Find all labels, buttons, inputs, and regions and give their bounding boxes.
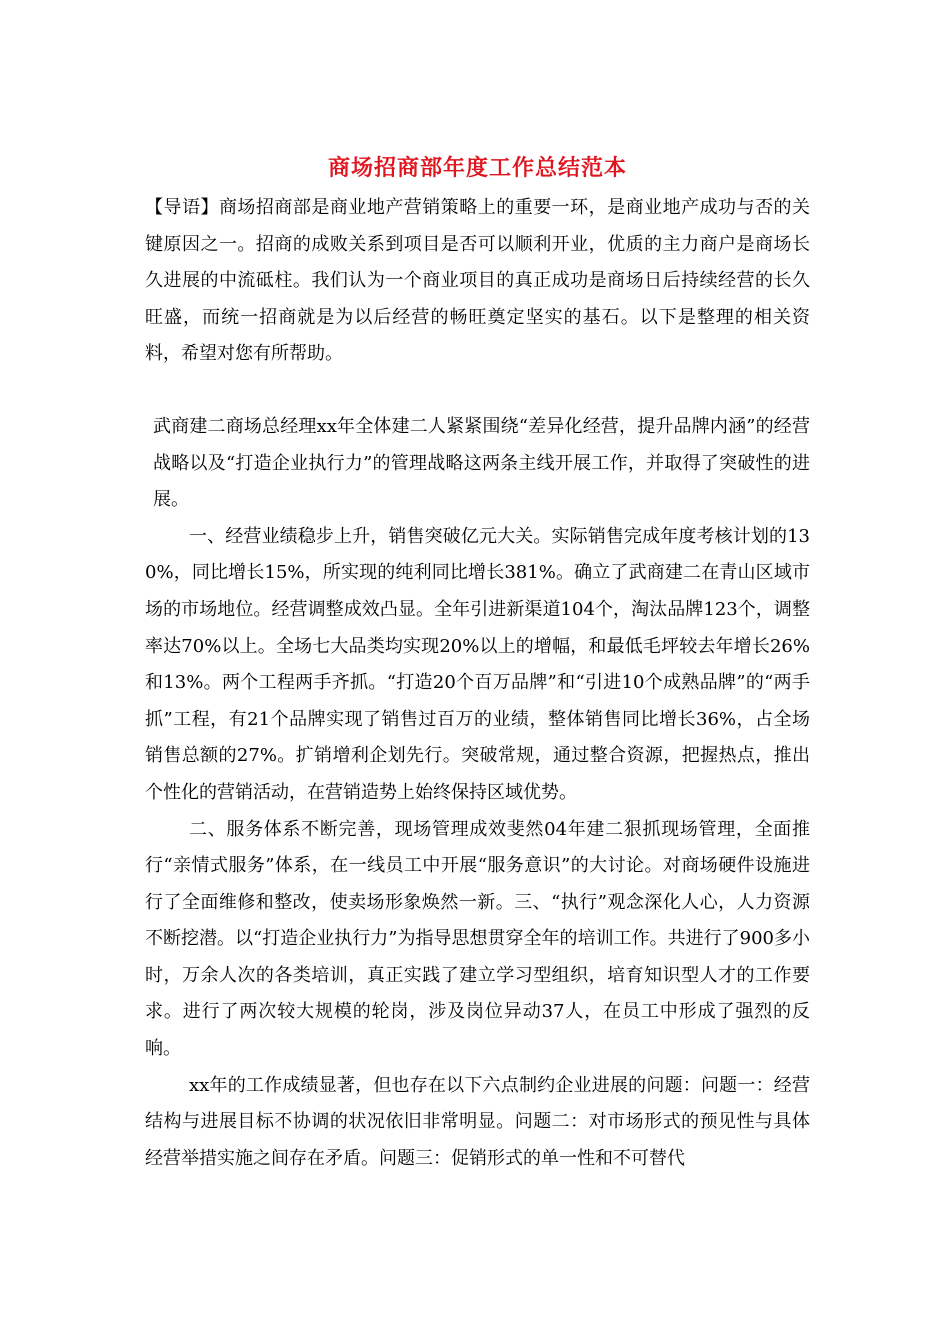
body-paragraph-1: 武商建二商场总经理xx年全体建二人紧紧围绕“差异化经营，提升品牌内涵”的经营战略以及“打造企业执行力”的管理战略这两条主线开展工作，并取得了突破性的进展。 (153, 415, 810, 511)
document-title: 商场招商部年度工作总结范本 (327, 155, 627, 181)
intro-paragraph: 【导语】商场招商部是商业地产营销策略上的重要一环，是商业地产成功与否的关键原因之一。招商的成败关系到项目是否可以顺利开业，优质的主力商户是商场长久进展的中流砥柱。我们认为一个商业项目的真正成功是商场日后持续经营的长久旺盛，而统一招商就是为以后经营的畅旺奠定坚实的基石。以下是整理的相关资料，希望对您有所帮助。 (145, 197, 810, 365)
document-page (145, 148, 810, 1177)
body-paragraph-4: xx年的工作成绩显著，但也存在以下六点制约企业进展的问题：问题一：经营结构与进展目标不协调的状况依旧非常明显。问题二：对市场形式的预见性与具体经营举措实施之间存在矛盾。问题三：促销形式的单一性和不可替代 (145, 1074, 810, 1169)
body-paragraph-2: 一、经营业绩稳步上升，销售突破亿元大关。实际销售完成年度考核计划的130%，同比增长15%，所实现的纯利同比增长381%。确立了武商建二在青山区域市场的市场地位。经营调整成效凸显。全年引进新渠道104个，淘汰品牌123个，调整率达70%以上。全场七大品类均实现20%以上的增幅，和最低毛坪较去年增长26%和13%。两个工程两手齐抓。“打造20个百万品牌”和“引进10个成熟品牌”的“两手抓”工程，有21个品牌实现了销售过百万的业绩，整体销售同比增长36%，占全场销售总额的27%。扩销增利企划先行。突破常规，通过整合资源，把握热点，推出个性化的营销活动，在营销造势上始终保持区域优势。 (145, 525, 810, 803)
body-paragraph-3: 二、服务体系不断完善，现场管理成效斐然04年建二狠抓现场管理，全面推行“亲情式服务”体系，在一线员工中开展“服务意识”的大讨论。对商场硬件设施进行了全面维修和整改，使卖场形象焕然一新。三、“执行”观念深化人心，人力资源不断挖潜。以“打造企业执行力”为指导思想贯穿全年的培训工作。共进行了900多小时，万余人次的各类培训，真正实践了建立学习型组织，培育知识型人才的工作要求。进行了两次较大规模的轮岗，涉及岗位异动37人，在员工中形成了强烈的反响。 (145, 818, 810, 1060)
paragraph-gap (145, 373, 810, 409)
